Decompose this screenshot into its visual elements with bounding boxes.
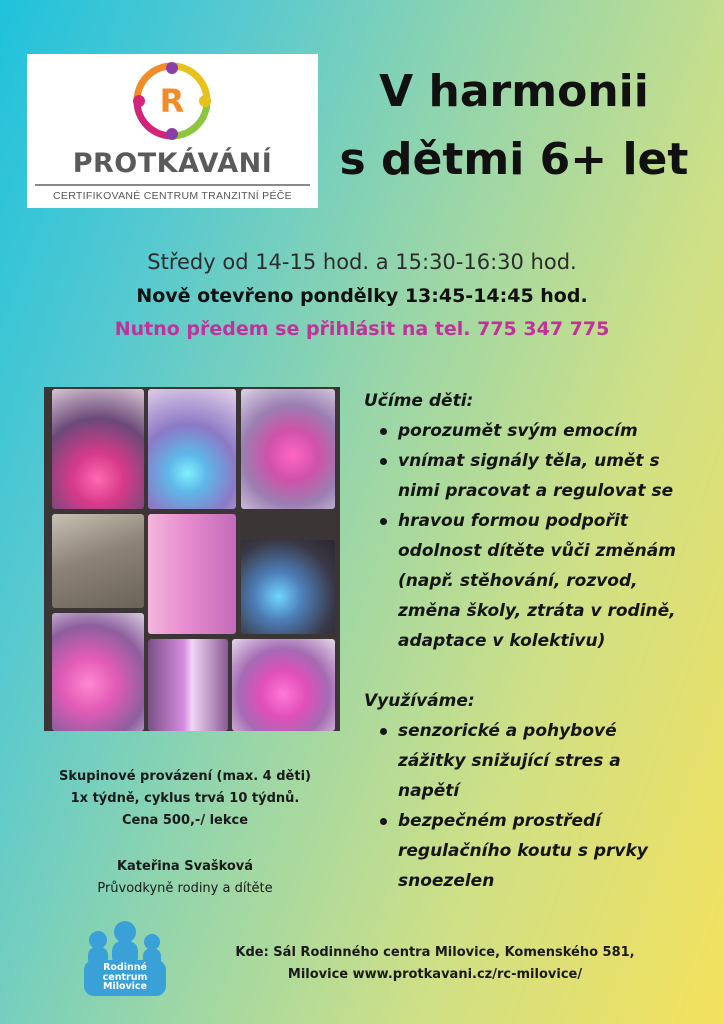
group-info xyxy=(20,766,350,832)
title-line-1: V harmonii xyxy=(379,66,649,117)
using-item-1-line-2: zážitky snižující stres a xyxy=(398,751,621,771)
pink-light-photo xyxy=(52,613,144,731)
bullet-icon xyxy=(380,818,387,825)
centre-logo-line-1: Rodinné xyxy=(103,962,147,973)
teaching-item-2 xyxy=(364,446,709,506)
teaching-item-2-line-2: nimi pracovat a regulovat se xyxy=(398,481,674,501)
bullet-icon xyxy=(380,518,387,525)
centre-logo-line-3: Milovice xyxy=(102,981,148,992)
registration-notice: Nutno předem se přihlásit na tel. 775 347 775 xyxy=(114,318,610,340)
using-item-2 xyxy=(364,806,709,896)
using-item-2-line-1: bezpečném prostředí xyxy=(398,811,602,831)
title-line-2: s dětmi 6+ let xyxy=(339,134,689,185)
logo-card xyxy=(27,54,318,208)
address-line-1: Kde: Sál Rodinného centra Milovice, Komenského 581, xyxy=(235,945,635,960)
playroom-photo xyxy=(52,514,144,608)
teaching-item-1 xyxy=(364,416,709,446)
sensory-tent-photo xyxy=(148,389,236,509)
section-spacer xyxy=(364,656,709,686)
centre-logo-text xyxy=(80,963,170,992)
program-info xyxy=(364,386,709,896)
page-title xyxy=(330,58,698,194)
group-line-1: Skupinové provázení (max. 4 děti) xyxy=(59,769,311,784)
child-lights-photo xyxy=(241,540,335,634)
bullet-icon xyxy=(380,728,387,735)
logo-divider xyxy=(35,184,310,186)
teaching-heading: Učíme děti: xyxy=(364,391,474,411)
photo-collage xyxy=(44,387,340,731)
teaching-item-3 xyxy=(364,506,709,656)
logo-emblem-letter: R xyxy=(159,82,185,120)
schedule-wednesday: Středy od 14-15 hod. a 15:30-16:30 hod. xyxy=(147,250,577,274)
using-heading: Využíváme: xyxy=(364,691,475,711)
logo-name: PROTKÁVÁNÍ xyxy=(72,148,273,179)
fiber-optic-hands-photo xyxy=(232,639,335,731)
protkavani-r-emblem-icon xyxy=(131,60,213,142)
group-line-2: 1x týdně, cyklus trvá 10 týdnů. xyxy=(70,791,300,806)
guide-role: Průvodkyně rodiny a dítěte xyxy=(97,881,273,896)
price-line: Cena 500,-/ lekce xyxy=(121,813,249,828)
teaching-item-3-line-2: odolnost dítěte vůči změnám xyxy=(398,541,676,561)
teaching-item-3-line-1: hravou formou podpořit xyxy=(398,511,628,531)
guide-name: Kateřina Svašková xyxy=(116,859,254,874)
bubble-column-photo xyxy=(148,639,228,731)
logo-tagline: CERTIFIKOVANÉ CENTRUM TRANZITNÍ PÉČE xyxy=(53,190,292,202)
child-lying-photo xyxy=(241,389,335,509)
teaching-item-3-line-3: (např. stěhování, rozvod, xyxy=(398,571,638,591)
using-item-1-line-1: senzorické a pohybové xyxy=(398,721,617,741)
bullet-icon xyxy=(380,428,387,435)
using-item-2-line-2: regulačního koutu s prvky xyxy=(398,841,648,861)
venue-address xyxy=(205,942,665,986)
address-line-2[interactable]: Milovice www.protkavani.cz/rc-milovice/ xyxy=(287,967,583,982)
using-item-1-line-3: napětí xyxy=(398,781,460,801)
bullet-icon xyxy=(380,458,387,465)
teaching-item-3-line-4: změna školy, ztráta v rodině, xyxy=(398,601,676,621)
guide-info xyxy=(20,856,350,900)
centre-logo-line-2: centrum xyxy=(102,971,148,983)
teaching-item-2-line-1: vnímat signály těla, umět s xyxy=(398,451,660,471)
using-item-2-line-3: snoezelen xyxy=(398,871,495,891)
teaching-item-3-line-5: adaptace v kolektivu) xyxy=(398,631,606,651)
using-item-1 xyxy=(364,716,709,806)
bubble-tube-child-photo xyxy=(148,514,236,634)
teaching-item-1-line-1: porozumět svým emocím xyxy=(398,421,638,441)
fiber-optic-light-photo xyxy=(52,389,144,509)
schedule-monday: Nově otevřeno pondělky 13:45-14:45 hod. xyxy=(136,285,588,307)
